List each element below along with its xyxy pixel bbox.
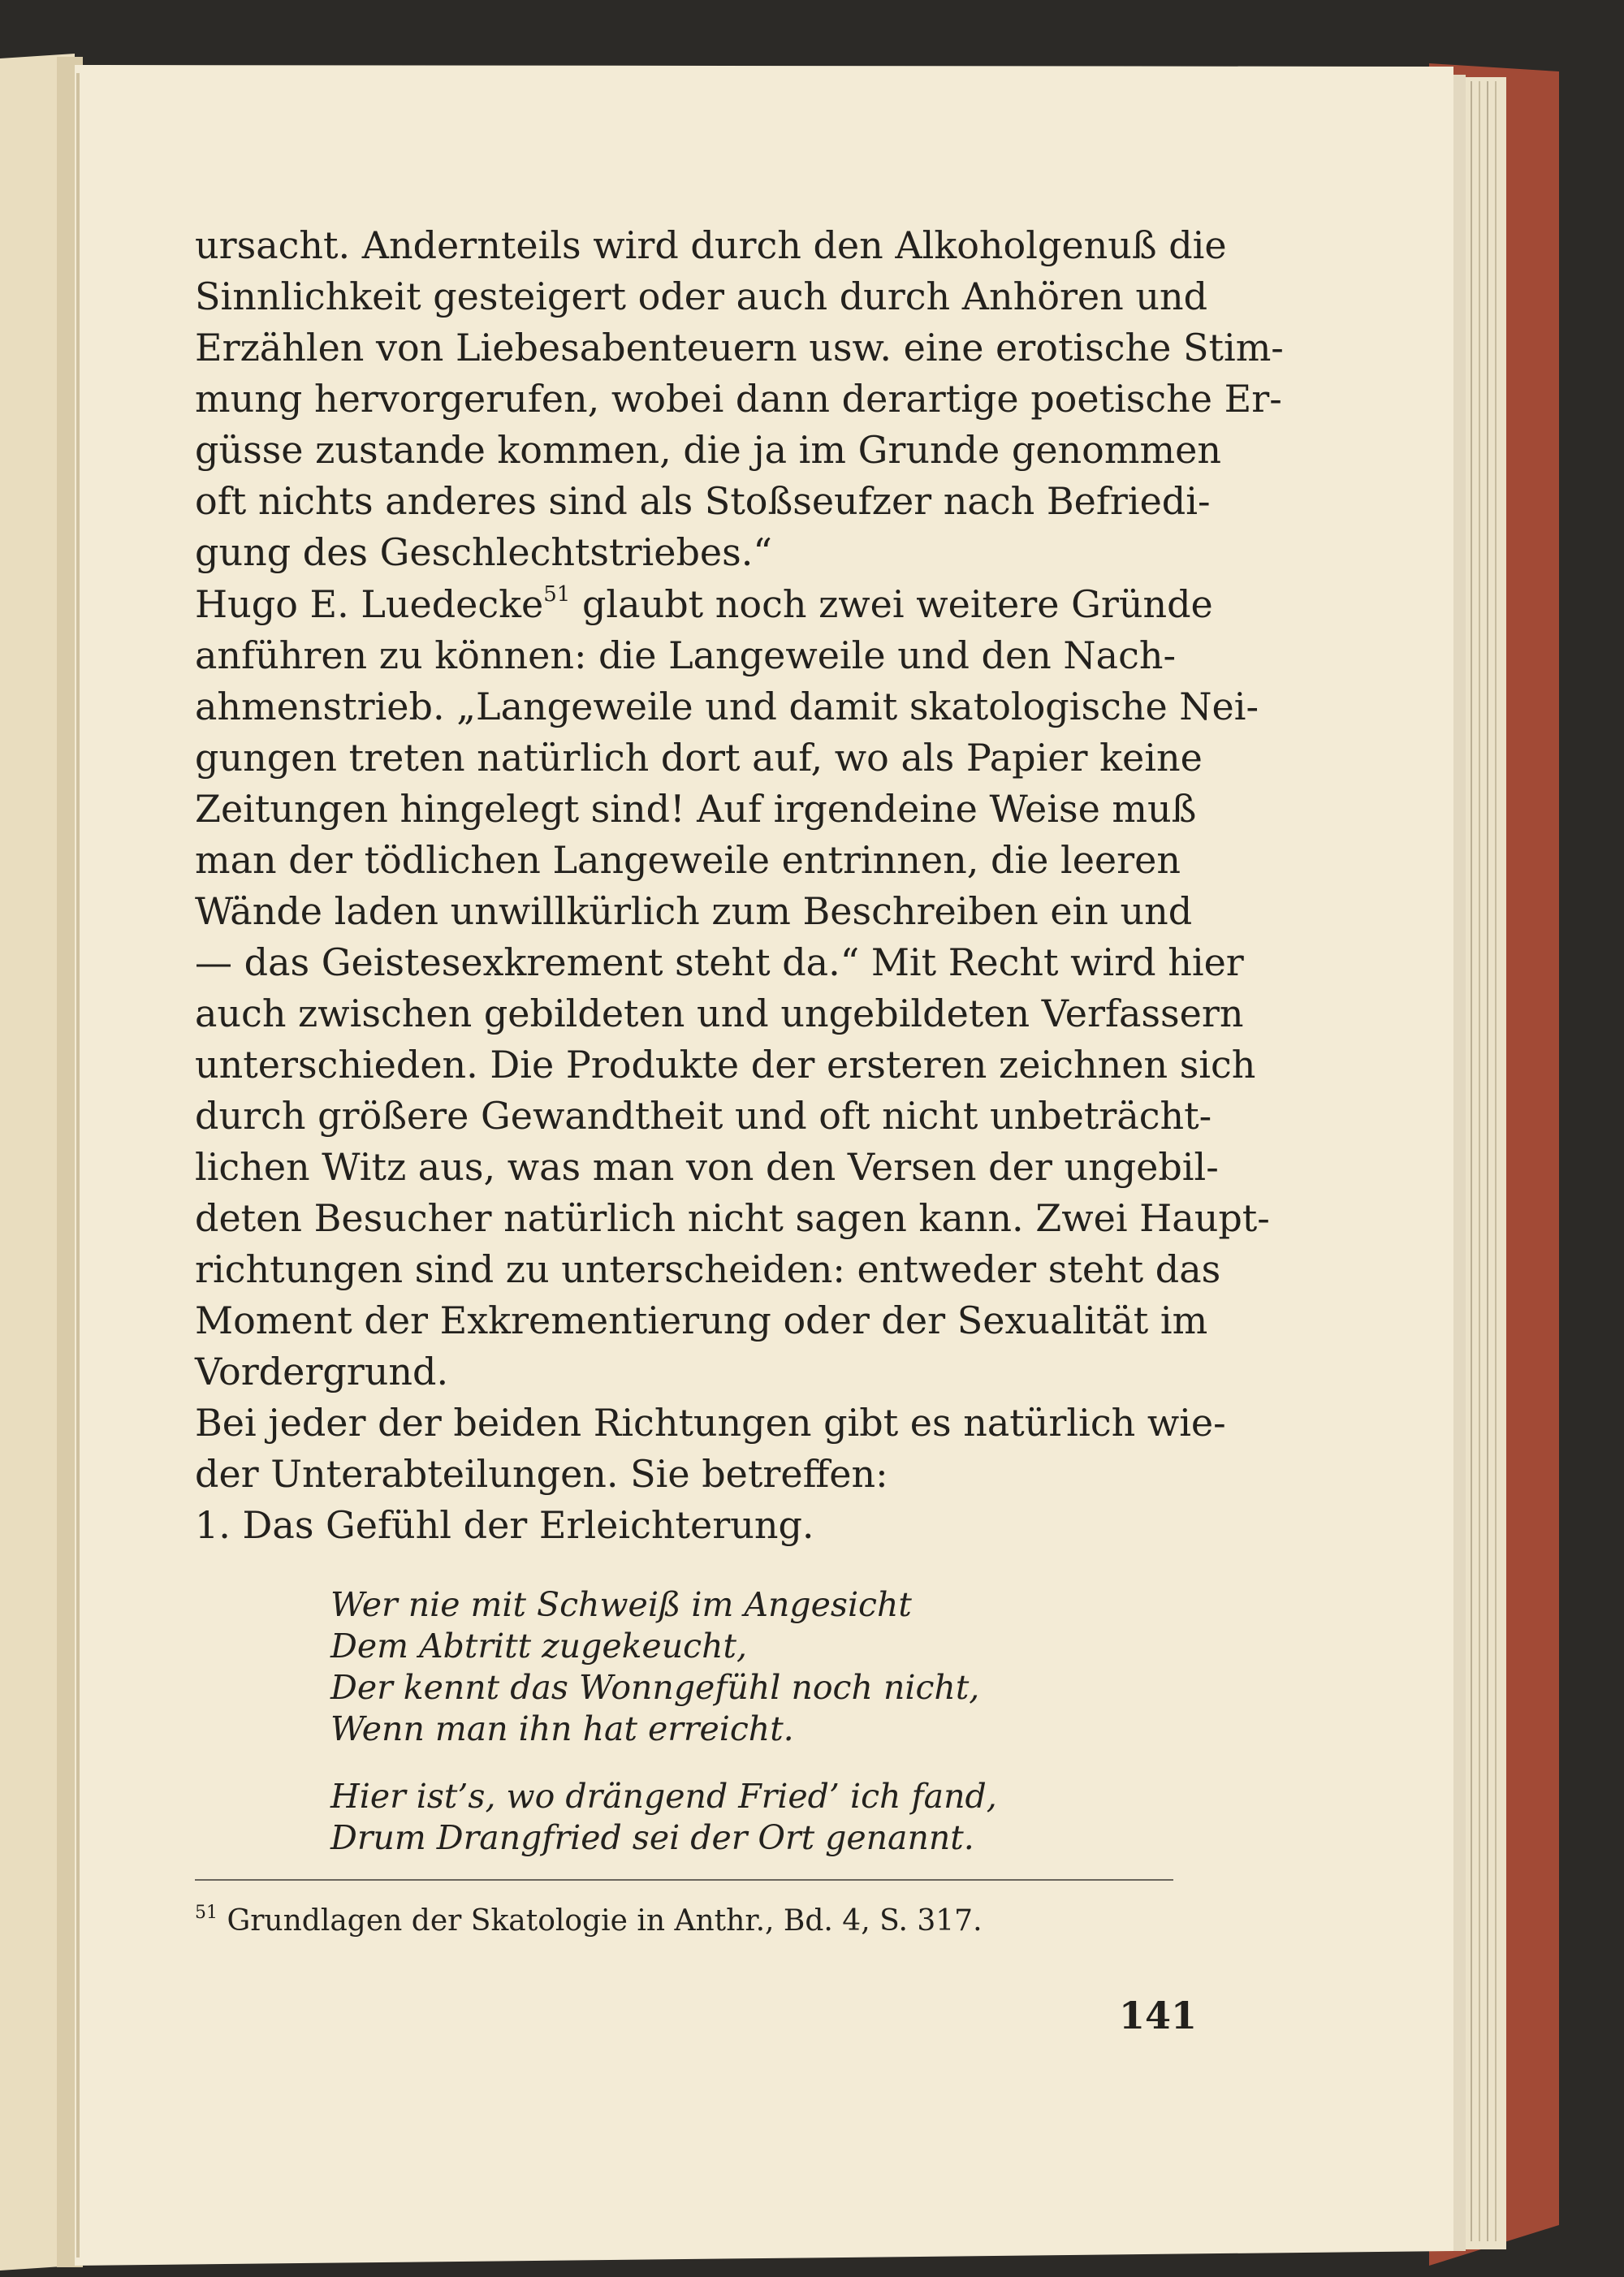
body-line: unterschieden. Die Produkte der ersteren zeichnen sich	[195, 1043, 1256, 1087]
luedecke-text-after: glaubt noch zwei weitere Gründe	[570, 582, 1213, 626]
verse-line: Der kennt das Wonngefühl noch nicht,	[330, 1668, 980, 1707]
body-line: — das Geistesexkrement steht da.“ Mit Recht wird hier	[195, 940, 1244, 984]
body-line: gung des Geschlechtstriebes.“	[195, 530, 772, 574]
body-line: auch zwischen gebildeten und ungebildeten Verfassern	[195, 992, 1244, 1035]
body-line: anführen zu können: die Langeweile und den Nach-	[195, 633, 1177, 677]
verse-line: Drum Drangfried sei der Ort genannt.	[330, 1818, 974, 1857]
page-number: 141	[1119, 1994, 1198, 2037]
body-line: Wände laden unwillkürlich zum Beschreiben ein und	[195, 889, 1193, 933]
body-line: oft nichts anderes sind als Stoßseufzer nach Befriedi-	[195, 479, 1211, 523]
body-line: Bei jeder der beiden Richtungen gibt es natürlich wie-	[195, 1401, 1226, 1445]
verse-line: Dem Abtritt zugekeucht,	[330, 1627, 747, 1666]
body-line: durch größere Gewandtheit und oft nicht unbeträcht-	[195, 1094, 1212, 1138]
body-line: Vordergrund.	[195, 1350, 449, 1393]
footnote	[195, 1896, 1169, 1940]
body-line: ursacht. Andernteils wird durch den Alkoholgenuß die	[195, 223, 1227, 267]
body-line: Moment der Exkrementierung oder der Sexualität im	[195, 1298, 1208, 1342]
footnote-ref-number: 51	[195, 1903, 218, 1923]
body-line: güsse zustande kommen, die ja im Grunde genommen	[195, 428, 1221, 472]
body-line: man der tödlichen Langeweile entrinnen, die leeren	[195, 838, 1181, 882]
footnote-rule	[195, 1879, 1173, 1881]
body-line: richtungen sind zu unterscheiden: entweder steht das	[195, 1247, 1221, 1291]
verse-line: Wenn man ihn hat erreicht.	[330, 1709, 794, 1748]
body-line: 1. Das Gefühl der Erleichterung.	[195, 1503, 814, 1547]
body-line-luedecke	[195, 580, 1213, 629]
body-line: Sinnlichkeit gesteigert oder auch durch Anhören und	[195, 274, 1208, 318]
verse-line: Wer nie mit Schweiß im Angesicht	[330, 1585, 912, 1624]
body-line: der Unterabteilungen. Sie betreffen:	[195, 1452, 888, 1496]
body-line: lichen Witz aus, was man von den Versen der ungebil-	[195, 1145, 1219, 1189]
body-line: deten Besucher natürlich nicht sagen kann. Zwei Haupt-	[195, 1196, 1270, 1240]
verse-line: Hier ist’s, wo drängend Fried’ ich fand,	[330, 1777, 997, 1816]
luedecke-text-before: Hugo E. Luedecke	[195, 582, 544, 626]
footnote-text: Grundlagen der Skatologie in Anthr., Bd. 4, S. 317.	[218, 1904, 983, 1938]
body-line: mung hervorgerufen, wobei dann derartige poetische Er-	[195, 377, 1282, 421]
body-line: Erzählen von Liebesabenteuern usw. eine erotische Stim-	[195, 326, 1284, 369]
footnote-reference: 51	[543, 581, 571, 607]
body-line: gungen treten natürlich dort auf, wo als Papier keine	[195, 736, 1203, 780]
body-line: Zeitungen hingelegt sind! Auf irgendeine Weise muß	[195, 787, 1197, 831]
body-line: ahmenstrieb. „Langeweile und damit skatologische Nei-	[195, 685, 1259, 728]
